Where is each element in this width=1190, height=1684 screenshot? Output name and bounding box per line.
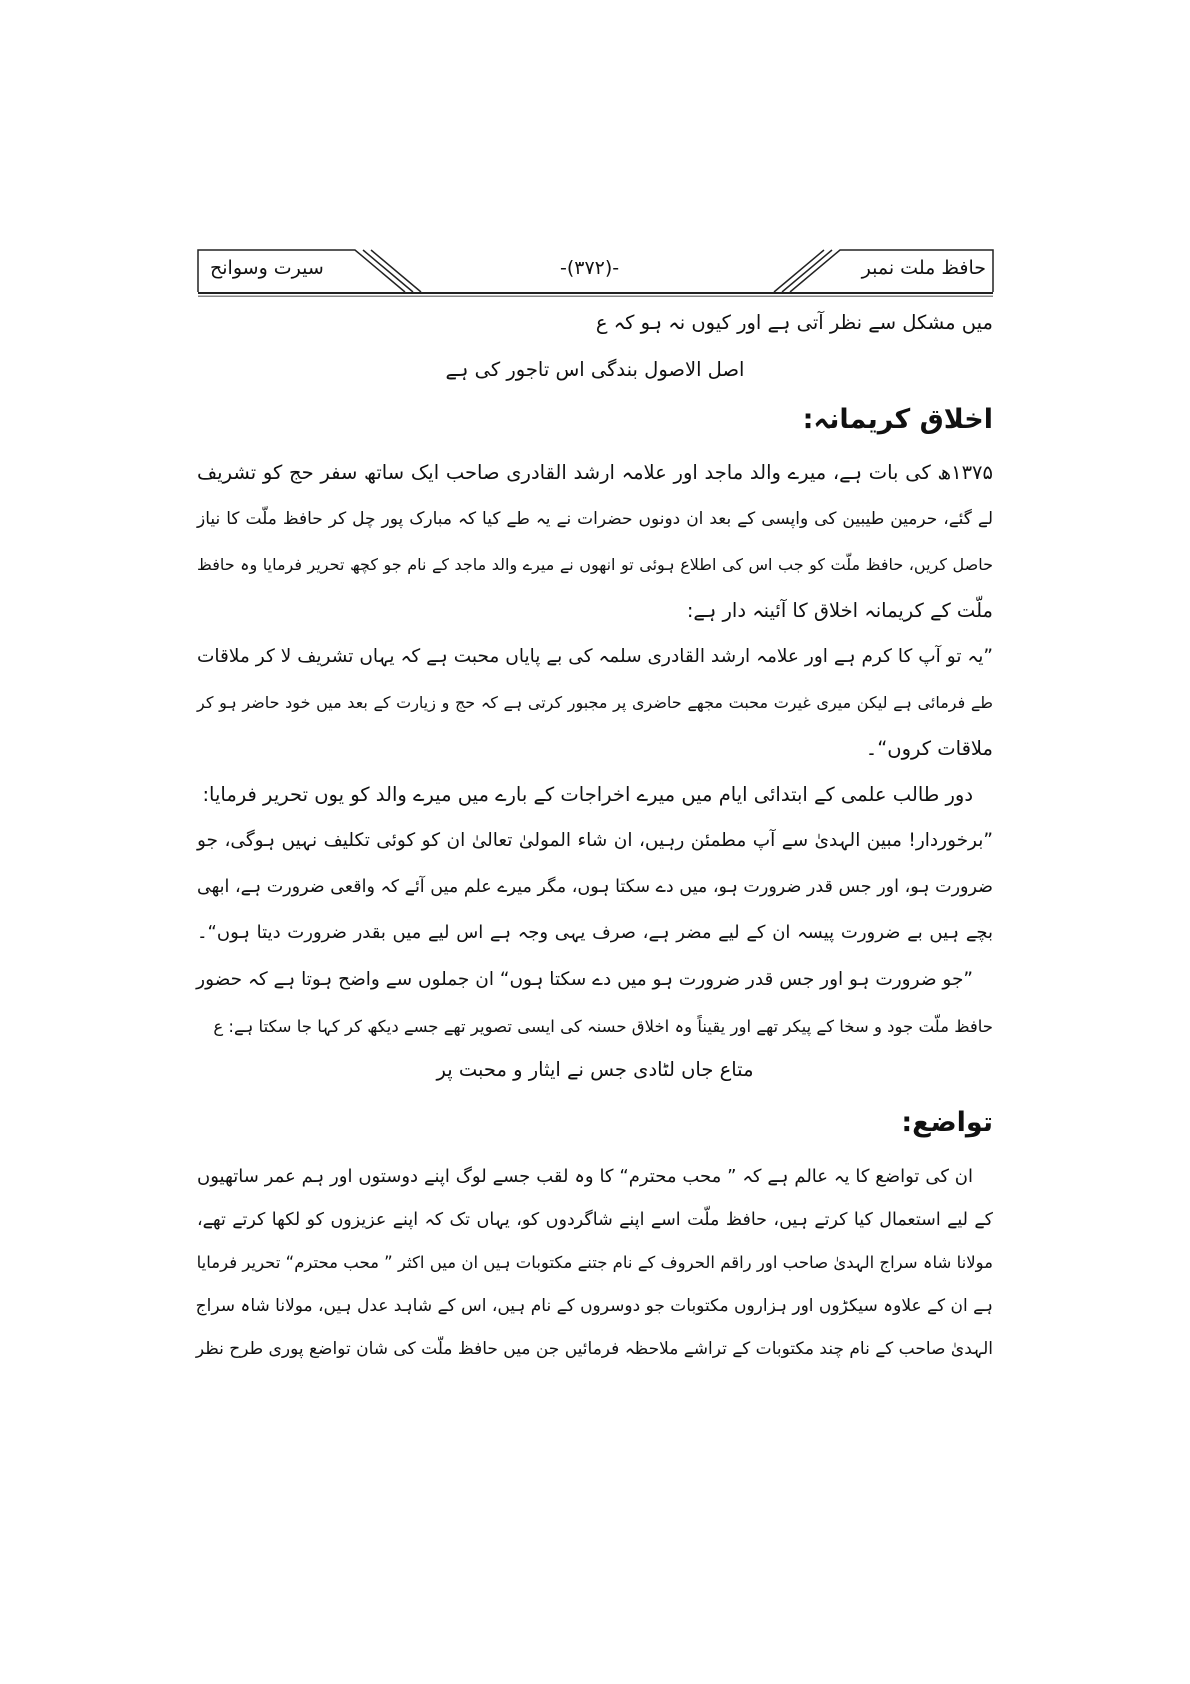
paragraph-line: الہدیٰ صاحب کے نام چند مکتوبات کے تراشے ملاحظہ فرمائیں جن میں حافظ ملّت کی شان تواضع پوری طرح نظر bbox=[195, 1339, 993, 1359]
quote-line: ”یہ تو آپ کا کرم ہے اور علامہ ارشد القادری سلمہ کی بے پایاں محبت ہے کہ یہاں تشریف لا کر ملاقات bbox=[197, 646, 993, 667]
paragraph-line: ۱۳۷۵ھ کی بات ہے، میرے والد ماجد اور علامہ ارشد القادری صاحب ایک ساتھ سفر حج کو تشریف bbox=[197, 461, 993, 484]
quote-line: ضرورت ہو، اور جس قدر ضرورت ہو، میں دے سکتا ہوں، مگر میرے علم میں آئے کہ واقعی ضرورت ہے، ابھی bbox=[197, 877, 993, 897]
section-title: سیرت وسوانح bbox=[210, 257, 324, 279]
quote-line: ”برخوردار! مبین الہدیٰ سے آپ مطمئن رہیں، ان شاء المولیٰ تعالیٰ ان کو کوئی تکلیف نہیں ہوگی، جو bbox=[197, 830, 993, 851]
paragraph-line: ان کی تواضع کا یہ عالم ہے کہ ” محب محترم“ کا وہ لقب جسے لوگ اپنے دوستوں اور ہم عمر ساتھیوں bbox=[197, 1166, 973, 1187]
section-heading-tawazu: تواضع: bbox=[901, 1107, 993, 1138]
section-heading-akhlaq: اخلاق کریمانہ: bbox=[802, 404, 993, 435]
paragraph-line: حاصل کریں، حافظ ملّت کو جب اس کی اطلاع ہوئی تو انھوں نے میرے والد ماجد کے نام جو کچھ تحریر فرمایا وہ حافظ bbox=[197, 555, 993, 574]
quote-line: ملاقات کروں“۔ bbox=[865, 737, 993, 760]
paragraph-line: ملّت کے کریمانہ اخلاق کا آئینہ دار ہے: bbox=[686, 599, 993, 622]
paragraph-line: دور طالب علمی کے ابتدائی ایام میں میرے اخراجات کے بارے میں میرے والد کو یوں تحریر فرمایا: bbox=[202, 783, 973, 806]
paragraph-line: ”جو ضرورت ہو اور جس قدر ضرورت ہو میں دے سکتا ہوں“ ان جملوں سے واضح ہوتا ہے کہ حضور bbox=[196, 969, 973, 990]
verse-intro: میں مشکل سے نظر آتی ہے اور کیوں نہ ہو کہ ع bbox=[595, 311, 993, 334]
paragraph-line: مولانا شاہ سراج الہدیٰ صاحب اور راقم الحروف کے نام جتنے مکتوبات ہیں ان میں اکثر ” محب محترم“ تحریر فرمایا bbox=[196, 1253, 993, 1272]
quote-line: بچے ہیں بے ضرورت پیسہ ان کے لیے مضر ہے، صرف یہی وجہ ہے اس لیے میں بقدر ضرورت دیتا ہوں“۔ bbox=[197, 922, 993, 943]
paragraph-line: لے گئے، حرمین طیبین کی واپسی کے بعد ان دونوں حضرات نے یہ طے کیا کہ مبارک پور چل کر حافظ ملّت کا نیاز bbox=[197, 509, 993, 529]
paragraph-line: حافظ ملّت جود و سخا کے پیکر تھے اور یقیناً وہ اخلاق حسنہ کی ایسی تصویر تھے جسے دیکھ کر کہا جا سکتا ہے: ع bbox=[213, 1017, 993, 1036]
verse-line: متاع جاں لٹادی جس نے ایثار و محبت پر bbox=[436, 1058, 754, 1081]
paragraph-line: کے لیے استعمال کیا کرتے ہیں، حافظ ملّت اسے اپنے شاگردوں کو، یہاں تک کہ اپنے عزیزوں کو لکھا کرتے تھے، bbox=[197, 1210, 993, 1230]
paragraph-line: ہے ان کے علاوہ سیکڑوں اور ہزاروں مکتوبات جو دوسروں کے نام ہیں، اس کے شاہد عدل ہیں، مولانا شاہ سراج bbox=[195, 1296, 993, 1316]
journal-title: حافظ ملت نمبر bbox=[861, 257, 986, 279]
quote-line: طے فرمائی ہے لیکن میری غیرت محبت مجھے حاضری پر مجبور کرتی ہے کہ حج و زیارت کے بعد میں خود حاضر ہو کر bbox=[197, 693, 993, 712]
verse-line: اصل الاصول بندگی اس تاجور کی ہے bbox=[445, 358, 745, 381]
page-number: -(۳۷۲)- bbox=[560, 257, 620, 279]
